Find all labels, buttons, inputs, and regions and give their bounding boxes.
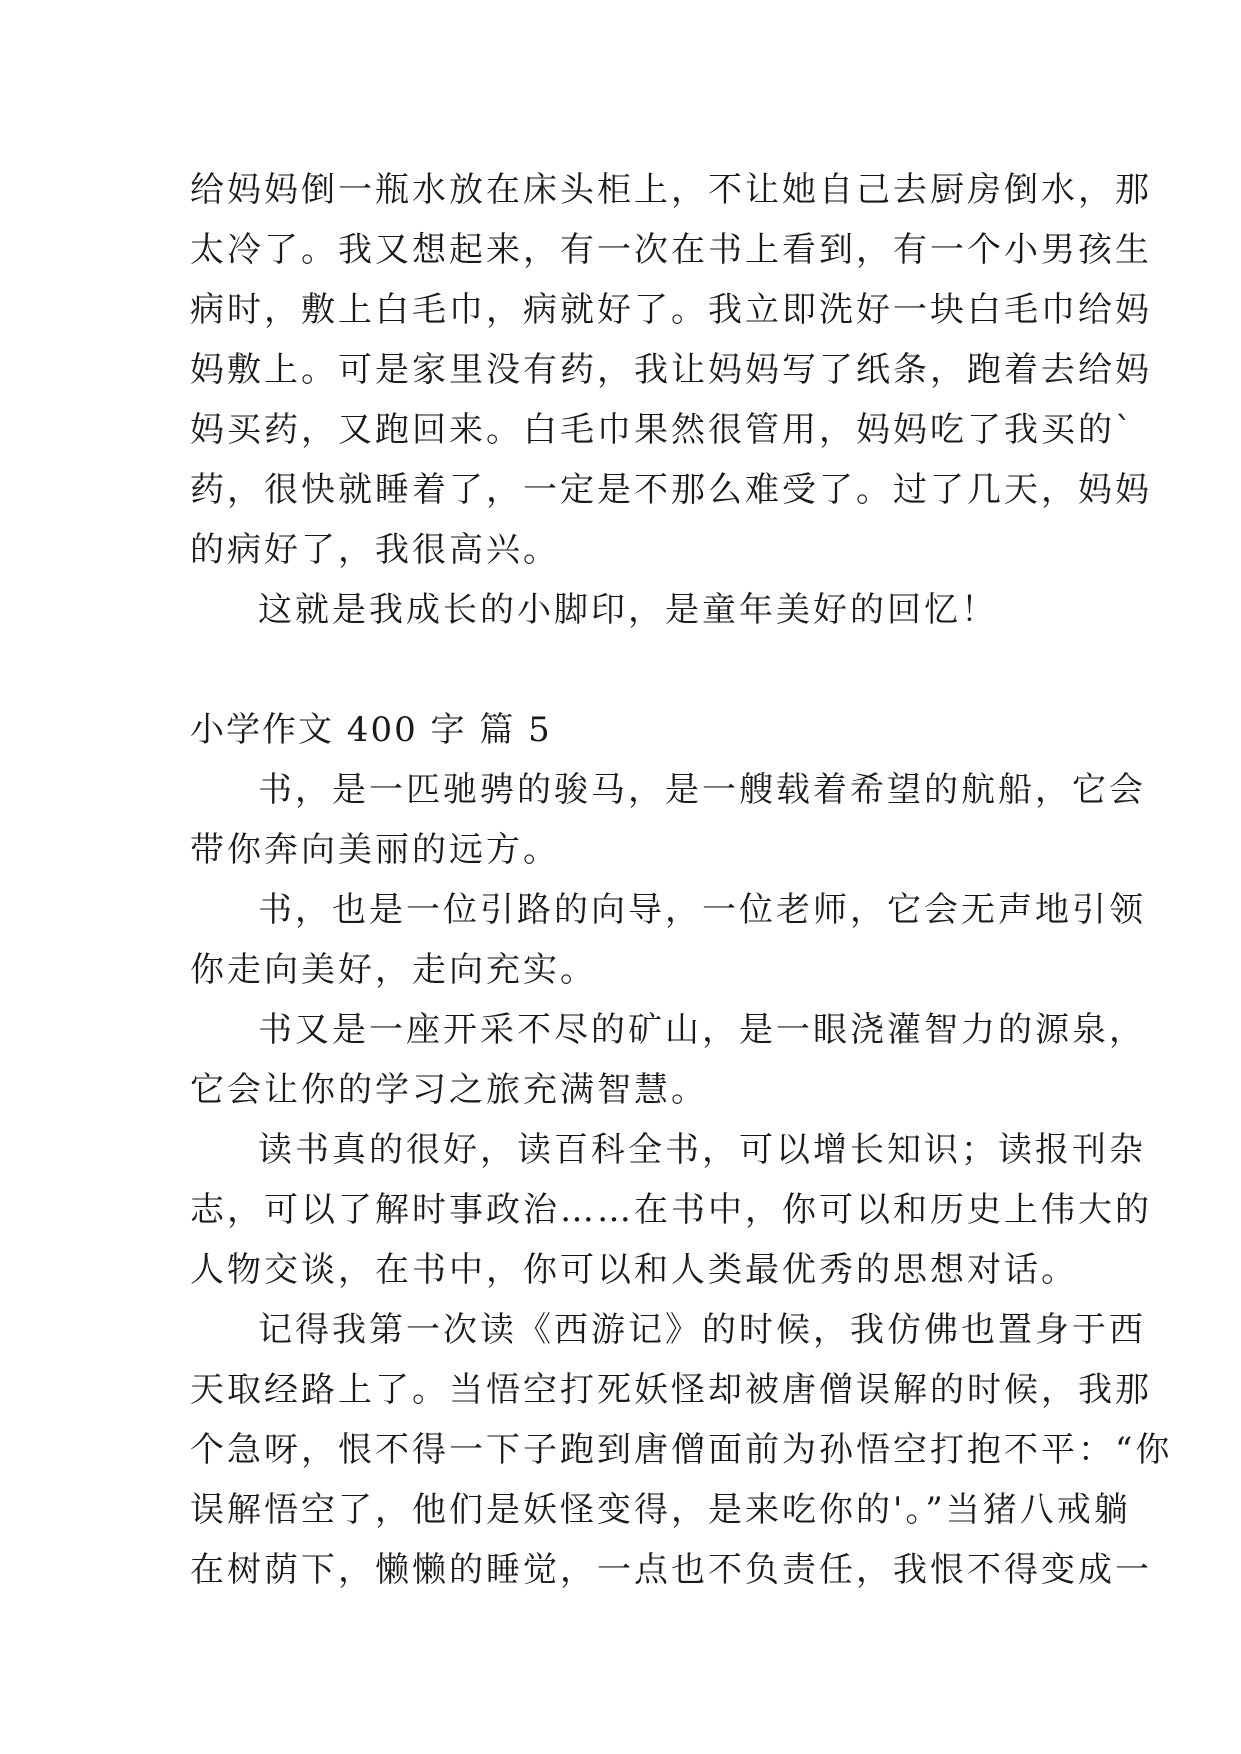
text-line: 读书真的很好，读百科全书，可以增长知识；读报刊杂 <box>258 1130 1146 1170</box>
text-line: 太冷了。我又想起来，有一次在书上看到，有一个小男孩生 <box>190 230 1152 270</box>
text-line: 记得我第一次读《西游记》的时候，我仿佛也置身于西 <box>258 1310 1146 1350</box>
text-line: 带你奔向美丽的远方。 <box>190 830 560 870</box>
section-heading: 小学作文 400 字 篇 5 <box>190 710 552 750</box>
paragraph-3 <box>190 1000 1146 1120</box>
text-line: 志，可以了解时事政治……在书中，你可以和历史上伟大的 <box>190 1190 1152 1230</box>
text-line: 给妈妈倒一瓶水放在床头柜上，不让她自己去厨房倒水，那 <box>190 170 1152 210</box>
document-body <box>190 160 1173 1600</box>
text-line: 妈买药，又跑回来。白毛巾果然很管用，妈妈吃了我买的` <box>190 410 1135 450</box>
text-line: 天取经路上了。当悟空打死妖怪却被唐僧误解的时候，我那 <box>190 1370 1152 1410</box>
text-line: 的病好了，我很高兴。 <box>190 530 560 570</box>
text-line: 在树荫下，懒懒的睡觉，一点也不负责任，我恨不得变成一 <box>190 1550 1152 1590</box>
text-line: 病时，敷上白毛巾，病就好了。我立即洗好一块白毛巾给妈 <box>190 290 1152 330</box>
text-line: 个急呀，恨不得一下子跑到唐僧面前为孙悟空打抱不平：“你 <box>190 1430 1173 1470</box>
text-line: 药，很快就睡着了，一定是不那么难受了。过了几天，妈妈 <box>190 470 1152 510</box>
text-line: 妈敷上。可是家里没有药，我让妈妈写了纸条，跑着去给妈 <box>190 350 1152 390</box>
paragraph-1 <box>190 760 1146 880</box>
paragraph-4 <box>190 1120 1152 1300</box>
paragraph-2 <box>190 880 1146 1000</box>
text-line: 书，是一匹驰骋的骏马，是一艘载着希望的航船，它会 <box>258 770 1146 810</box>
closing-paragraph: 这就是我成长的小脚印，是童年美好的回忆！ <box>258 590 998 630</box>
text-line: 书又是一座开采不尽的矿山，是一眼浇灌智力的源泉， <box>258 1010 1146 1050</box>
paragraph-5 <box>190 1300 1173 1600</box>
text-line: 它会让你的学习之旅充满智慧。 <box>190 1070 708 1110</box>
text-line: 书，也是一位引路的向导，一位老师，它会无声地引领 <box>258 890 1146 930</box>
text-line: 误解悟空了，他们是妖怪变得，是来吃你的'。”当猪八戒躺 <box>190 1490 1131 1530</box>
text-line: 你走向美好，走向充实。 <box>190 950 597 990</box>
paragraph-continued <box>190 160 1152 580</box>
section-gap <box>190 640 1050 700</box>
text-line: 人物交谈，在书中，你可以和人类最优秀的思想对话。 <box>190 1250 1078 1290</box>
